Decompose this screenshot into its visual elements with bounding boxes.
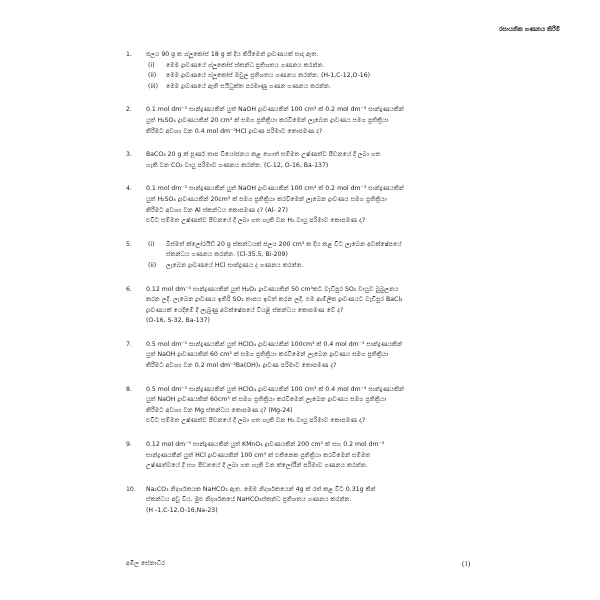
question-text-line: කිරීමට අවශ්‍ය වන 0.4 mol dm⁻³HCl ද්‍රාවණ පරිමාව කොපමණ ද?: [146, 127, 323, 135]
question-text-line: 0.1 mol dm⁻³ සාන්ද්‍රණයකින් යුත් NaOH ද්‍රාවණයකින් 100 cm³ ක් 0.2 mol dm⁻³ සාන්ද්‍රණයකින්: [146, 106, 404, 114]
question-text-line: කිරීමට අවශ්‍ය වන Mg ස්කන්ධය කොපමණ ද? (Mg-24): [146, 406, 293, 414]
question-number: 7.: [126, 340, 132, 348]
sub-question-label: (i): [148, 61, 155, 69]
sub-question-label: (ii): [148, 261, 157, 269]
question-text-line: 0.12 mol dm⁻³ සාන්ද්‍රණයකින් යුත් KMnO₄ ද්‍රාවණයකින් 200 cm³ ක් සහ 0.2 mol dm⁻³: [146, 441, 385, 449]
footer-author: අමිල සේනාධීර: [126, 560, 165, 567]
question-text-line: හැකි වන CO₂ වායු පරිමාව ගණනය කරන්න. (C-12, O-16, Ba-137): [146, 161, 329, 169]
question-number: 1.: [126, 51, 132, 58]
footer-page-number: (1): [462, 560, 471, 568]
sub-question-text: මෙම ද්‍රාවණයේ ග්ලූකෝස් ස්කන්ධ ප්‍රතිශතය ගණනය කරන්න.: [166, 61, 325, 69]
question-number: 5.: [126, 240, 132, 248]
question-item: [126, 385, 482, 427]
question-text-line: යුත් NaOH ද්‍රාවණයකින් 60 cm³ ක් සමග ප්‍රතික්‍රියා කරවීමෙන් ලැබෙන ද්‍රාවණය සමග ප්‍රතික්‍රියා: [146, 351, 389, 359]
question-text-line: ජලය 90 g ක ග්ලූකෝස් 18 g ක් දිය කිරීමෙන් ද්‍රාවණයක් සාදා ඇත.: [146, 51, 319, 58]
question-text-line: යුත් H₂SO₄ ද්‍රාවණයකින් 20 cm³ ක් සමග ප්‍රතික්‍රියා කරවීමෙන් ලැබෙන ද්‍රාවණය සමග ප්‍රතික්‍රියා: [146, 116, 389, 124]
question-item: [126, 50, 482, 92]
question-item: [126, 150, 482, 171]
sub-question-text: බිස්මත් ක්ලෝරයිඩ් 20 g ස්කන්ධයක් ජලය 200 cm³ ක දිය කළ විට ලැබෙන අවක්ෂේපයේ: [166, 240, 402, 248]
question-text-line: Na₂CO₃ නිදර්ශකයක NaHCO₃ ඇත. මෙම නිදර්ශකයෙන් 4g ක් රත් කළ විට 0.31g කින්: [146, 485, 376, 493]
question-text-line: 0.5 mol dm⁻³ සාන්ද්‍රණයකින් යුත් HClO₄ ද්‍රාවණයකින් 100cm³ ක් 0.4 mol dm⁻³ සාන්ද්‍රණයකින්: [146, 340, 403, 348]
sub-question-text: මෙම ද්‍රාවණයේ ග්ලූකෝස් මවුල ප්‍රතිශතය ගණනය කරන්න. (H-1,C-12,O-16): [166, 72, 371, 80]
question-text-line: උෂ්ණත්වයේ දී සහ පීඩනයේ දී ලබා ගත හැකි වන ක්ලෝරීන් පරිමාව ගණනය කරන්න.: [146, 462, 368, 470]
question-number: 3.: [126, 151, 132, 159]
question-list: [126, 50, 482, 530]
question-text-line: 0.5 mol dm⁻³ සාන්ද්‍රණයකින් යුත් HClO₄ ද්‍රාවණයකින් 100 cm³ ක් 0.4 mol dm⁻³ සාන්ද්‍රණයකින්: [146, 385, 405, 393]
sub-question: [146, 71, 482, 82]
question-text-line: BaCO₃ 20 g ක් පූර්ණ තාප වියෝජනය කළ හොත් සම්මත උෂ්ණත්ව පීඩනයේ දී ලබා ගත: [146, 151, 381, 159]
question-number: 4.: [126, 185, 132, 193]
sub-question-label: (ii): [148, 72, 157, 80]
sub-question-text: ලැබෙන ද්‍රාවණයේ HCl සාන්ද්‍රණය ද ගණනය කරන්න.: [166, 261, 304, 269]
question-text-line: එවිට සම්මත උෂ්ණත්ව පීඩනයේ දී ලබා ගත හැකි වන H₂ වායු පරිමාව කොපමණ ද?: [146, 417, 366, 425]
question-item: [126, 285, 482, 327]
question-text-line: (H -1,C-12,O-16,Na-23): [146, 507, 218, 514]
sub-question-label: (iii): [148, 82, 158, 90]
question-text-line: යුත් H₂SO₄ ද්‍රාවණයකින් 20cm³ ක් සමග ප්‍රතික්‍රියා කරවීමෙන් ලැබෙන ද්‍රාවණය සමග ප්‍රතික්‍රියා: [146, 195, 387, 203]
page-header-title: රසායනික ගණනය කිරීම්: [498, 26, 560, 33]
question-text-line: 0.1 mol dm⁻³ සාන්ද්‍රණයකින් යුත් NaOH ද්‍රාවණයකින් 100 cm³ ක් 0.2 mol dm⁻³ සාන්ද්‍රණයකින්: [146, 185, 404, 193]
question-text-line: (O-16, S-32, Ba-137): [146, 317, 210, 325]
question-text-line: එවිට සම්මත උෂ්ණත්ව පීඩනයේ දී ලබා ගත හැකි වන H₂ වායු පරිමාව කොපමණ ද?: [146, 217, 366, 225]
sub-question-text: ස්කන්ධය ගණනය කරන්න. (Cl-35.5, Bi-209): [166, 251, 288, 259]
sub-question: [146, 261, 482, 272]
question-item: [126, 105, 482, 137]
question-text-line: කරන ලදී. ලැබෙන ද්‍රාවණය ඉතිරි SO₂ තාපය ඉවත් කරන ලදී. එම ආම්ලික ද්‍රාවණයට වැඩිපුර BaCl₂: [146, 296, 403, 304]
question-number: 9.: [126, 441, 132, 449]
question-text-line: කිරීමට අවශ්‍ය වන 0.2 mol dm⁻³Ba(OH)₂ ද්‍රාවණ පරිමාව කොපමණ ද?: [146, 362, 337, 370]
sub-question-text: මෙම ද්‍රාවණයේ ඇති සයිධුක්ත පරමාණු ගණන ගණනය කරන්න.: [166, 82, 332, 90]
question-number: 10.: [126, 485, 136, 493]
question-text-line: 0.12 mol dm⁻³ සාන්ද්‍රණයකින් යුත් H₂O₂ ද්‍රාවණයකින් 50 cm³කට වැඩිපුර SO₂ වායුව බුබුලනය: [146, 285, 399, 293]
question-number: 6.: [126, 285, 132, 293]
sub-question: [146, 240, 482, 251]
question-item: [126, 440, 482, 472]
question-text-line: සාන්ද්‍රණයකින් යුත් HCl ද්‍රාවණයකින් 100 cm³ ක් එකිනෙක ප්‍රතික්‍රියා කරවීමෙන් සම්මත: [146, 451, 371, 459]
sub-question: [146, 250, 482, 261]
sub-question: [146, 61, 482, 72]
question-text-line: යුත් NaOH ද්‍රාවණයකින් 60cm³ ක් සමග ප්‍රතික්‍රියා කරවීමෙන් ලැබෙන ද්‍රාවණය සමග ප්‍රතික්‍රියා: [146, 396, 387, 404]
sub-question: [146, 82, 482, 93]
question-item: [126, 240, 482, 272]
question-number: 2.: [126, 106, 132, 114]
question-number: 8.: [126, 385, 132, 393]
question-item: [126, 184, 482, 226]
question-text-line: ස්කන්ධය අඩු විය. මුළු නිදර්ශකයේ NaHCO₃ස්කන්ධ ප්‍රතිශතය ගණනය කරන්න.: [146, 496, 352, 504]
question-text-line: ද්‍රාවණයක් යෙදීමේ දී ලැබුණු අවක්ෂේපයේ වියළි ස්කන්ධය කොපමණ වේ ද?: [146, 306, 344, 314]
question-item: [126, 340, 482, 372]
sub-question-label: (i): [148, 240, 155, 248]
question-text-line: කිරීමට අවශ්‍ය වන Al ස්කන්ධය කොපමණ ද? (Al- 27): [146, 206, 288, 214]
question-item: [126, 485, 482, 517]
